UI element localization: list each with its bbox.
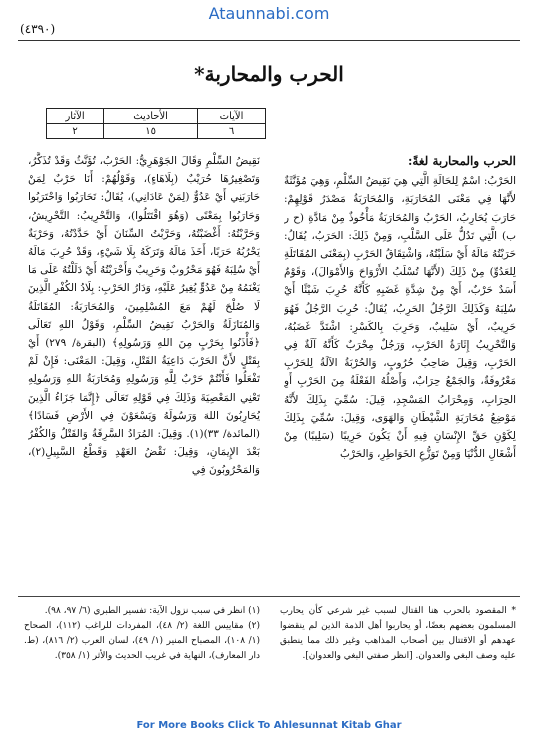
header-rule: [18, 40, 520, 41]
footnote-asterisk: * المقصود بالحرب هنا القتال لسبب غير شرعي كأن يحارب المسلمون بعضهم بعضًا، أو يحاربوا أهل الذمة الذين لم ينقضوا عهدهم أو الاقتتال بين أصحاب المذاهب وغير ذلك مما ينطبق عليه وصف البغي والعدوان. [انظر صفتي البغي والعدوان].: [280, 606, 516, 661]
stats-value-row: [47, 124, 266, 139]
footnote-2: (٢) مقاييس اللغة (٢/ ٤٨)، المفردات للراغب (١١٢)، الصحاح (١/ ١٠٨)، المصباح المنير (١/ ٤٩)، لسان العرب (٢/ ٨١٦)، (ط. دار المعارف)، النهاية في غريب الحديث والأثر (١/ ٣٥٨).: [24, 621, 261, 661]
stats-value-verses: ٦: [198, 124, 266, 139]
stats-header-row: [47, 109, 266, 124]
site-watermark: Ataunnabi.com: [208, 4, 330, 23]
stats-table: [46, 108, 266, 139]
right-column: [284, 152, 516, 592]
footnote-left: [24, 604, 260, 664]
stats-value-hadiths: ١٥: [104, 124, 198, 139]
footer-link[interactable]: For More Books Click To Ahlesunnat Kitab Ghar: [136, 720, 402, 731]
stats-header-athar: الآثار: [47, 109, 104, 124]
footnote-right: [280, 604, 516, 664]
section-subheading: الحرب والمحاربة لغةً:: [407, 154, 516, 168]
stats-header-hadiths: الأحاديث: [104, 109, 198, 124]
footnote-1: (١) انظر في سبب نزول الآية: تفسير الطبري (٦/ ٩٧، ٩٨).: [44, 606, 260, 616]
left-column-text: نَقِيضُ السِّلْمِ وَقَالَ الجَوْهَرِيُّ: الحَرْبُ، تُؤَنَّثُ وَقَدْ تُذَكَّرُ، وَتَصْغِيرُهَا حُرَيْبٌ (بِلَاهَاءٍ)، وَقَوْلُهُمْ: أَنَا حَرْبٌ لِمَنْ حَارَبَنِي أَيْ عَدُوٌّ (لِمَنْ عَادَانِي)، يُقَالُ: تَحَارَبُوا وَاحْتَرَبُوا وَحَارَبُوا بِمَعْنًى (وَهُوَ اقْتَتَلُوا)، وَالتَّحْرِيبُ: التَّحْرِيشُ، وَحَرَّبْتُهُ: أَغْضَبْتُهُ، وَحَرَّبْتُ السِّنَانَ أَيْ حَدَّدْتُهُ، وَحَرْبَةٌ يَحْرُبُهُ حَرَبًا، أَخَذَ مَالَهُ وَتَرَكَهُ بِلَا شَيْءٍ، وَقَدْ حُرِبَ مَالَهُ أَيْ سُلِبَهُ فَهُوَ مَحْرُوبٌ وَحَرِيبٌ وَأَحْرَبْتُهُ أَيْ دَلَلْتُهُ عَلَى مَا يَغْنَمُهُ مِنْ عَدُوٍّ يُغِيرُ عَلَيْهِ، وَدَارُ الحَرْبِ: بِلَادُ الكُفْرِ الَّذِينَ لَا صُلْحَ لَهُمْ مَعَ المُسْلِمِينَ، وَالمُحَارَبَةُ: المُقَاتَلَةُ وَالمُنَازَلَةُ وَالحَرْبُ نَقِيضُ السِّلْمِ، وَقَوْلُ اللهِ تَعَالَى ﴿فَأْذَنُوا بِحَرْبٍ مِنَ اللهِ وَرَسُولِهِ﴾ (البقرة/ ٢٧٩) أَيْ بِقَتْلٍ لأَنَّ الحَرْبَ دَاعِيَةُ القَتْلِ، وَقِيلَ: المَعْنَى: فَإِنْ لَمْ تَفْعَلُوا فَأَنْتُمْ حَرْبٌ لِلَّهِ وَرَسُولِهِ وَمُحَارَبَةُ اللهِ وَرَسُولِهِ تَعْنِي المَعْصِيَةَ وَذَلِكَ فِي قَوْلِهِ تَعَالَى ﴿إِنَّمَا جَزَاءُ الَّذِينَ يُحَارِبُونَ اللهَ وَرَسُولَهُ وَيَسْعَوْنَ فِي الأَرْضِ فَسَادًا﴾ (المائدة/ ٣٣)(١). وَقِيلَ: المُرَادُ السَّرِقَةُ وَالقَتْلُ وَالكُفْرُ بَعْدَ الإِيمَانِ، وَقِيلَ: نَقْضُ العَهْدِ وَقَطْعُ السَّبِيلِ(٢)، وَالمَحْرُوبُونَ فِي: [28, 155, 260, 477]
left-column: [28, 152, 260, 592]
stats-header-verses: الآيات: [198, 109, 266, 124]
page-number: (٤٣٩٠): [20, 22, 56, 36]
stats-value-athar: ٢: [47, 124, 104, 139]
page-title: الحرب والمحاربة*: [194, 62, 344, 86]
footnote-divider: [18, 596, 520, 597]
right-column-text: الحَرْبُ: اسْمٌ لِلحَالَةِ الَّتِي هِيَ نَقِيضُ السِّلْمِ، وَهِيَ مُؤَنَّثَةٌ لأَنَّهَا فِي مَعْنَى المُحَارَبَةِ، وَالمُحَارَبَةُ مَصْدَرُ قَوْلِهِمْ: حَارَبَ يُحَارِبُ، الحَرْبُ وَالمُحَارَبَةُ مَأْخُوذٌ مِنْ مَادَّةِ (ح ر ب) الَّتِي تَدُلُّ عَلَى السَّلْبِ، وَمِنْ ذَلِكَ: الحَرَبُ، يُقَالُ: حَرَبْتُهُ مَالَهُ أَيْ سَلَبْتُهُ، وَاشْتِقَاقُ الحَرْبِ (بِمَعْنَى المُقَاتَلَةِ لِلعَدُوِّ) مِنْ ذَلِكَ (لأَنَّهَا تُسْلَبُ الأَرْوَاحَ وَالأَمْوَالَ)، وَقَوْمٌ أَسَدٌ حَرْبٌ، أَيْ مِنْ شِدَّةِ غَضَبِهِ كَأَنَّهُ حُرِبَ شَيْئًا أَيْ سُلِبَهُ وَكَذَلِكَ الرَّجُلُ الحَرِبُ، يُقَالُ: حُرِبَ الرَّجُلُ فَهُوَ حَرِيبٌ، أَيْ سَلِيبٌ، وَحَرِبَ بِالكَسْرِ: اشْتَدَّ غَضَبُهُ، وَالتَّحْرِيبُ إِثَارَةُ الحَرْبِ، وَرَجُلٌ مِحْرَبٌ كَأَنَّهُ آلَةٌ فِي الحَرْبِ، وَقِيلَ صَاحِبُ حُرُوبٍ، وَالحُرْبَةُ الآلَةُ لِلحَرْبِ مَعْرُوفَةٌ، وَالجَمْعُ حِرَابٌ، وَأَصْلُهُ الفَعْلَةُ مِنَ الحَرْبِ أَوِ الحِرَابِ، وَمِحْرَابُ المَسْجِدِ، قِيلَ: سُمِّيَ بِذَلِكَ لأَنَّهُ مَوْضِعُ مُحَارَبَةِ الشَّيْطَانِ وَالهَوَى، وَقِيلَ: سُمِّيَ بِذَلِكَ لِكَوْنِ حَقِّ الإِنْسَانِ فِيهِ أَنْ يَكُونَ حَرِيبًا (سَلِيبًا) مِنْ أَشْغَالِ الدُّنْيَا وَمِنْ تَوَزُّعِ الخَوَاطِرِ، وَالحَرْبُ: [284, 175, 516, 461]
